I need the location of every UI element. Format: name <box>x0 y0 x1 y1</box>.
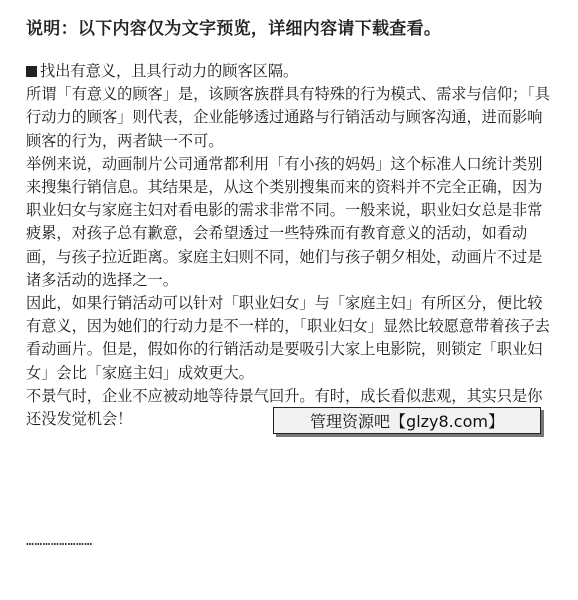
preview-notice: 说明：以下内容仅为文字预览，详细内容请下载查看。 <box>26 19 442 39</box>
paragraph-4: 因此，如果行销活动可以针对「职业妇女」与「家庭主妇」有所区分，便比较有意义，因为她们的行动力是不一样的，「职业妇女」显然比较愿意带着孩子去看动画片。但是，假如你的行销活动是要吸引大家上电影院，则锁定「职业妇女」会比「家庭主妇」成效更大。 <box>26 294 550 382</box>
paragraph-5: 不景气时，企业不应被动地等待景气回升。有时，成长看似悲观，其实只是你还没发觉机会！ <box>26 386 543 429</box>
watermark-badge[interactable] <box>273 407 541 434</box>
square-bullet-icon <box>26 66 37 77</box>
document-body <box>26 60 556 431</box>
ellipsis-divider: …………………… <box>26 534 93 549</box>
paragraph-1 <box>26 60 556 83</box>
paragraph-1-text: 找出有意义，且具行动力的顾客区隔。 <box>40 62 299 80</box>
paragraph-3: 举例来说，动画制片公司通常都利用「有小孩的妈妈」这个标准人口统计类别来搜集行销信息。其结果是，从这个类别搜集而来的资料并不完全正确，因为职业妇女与家庭主妇对看电影的需求非常不同。一般来说，职业妇女总是非常疲累，对孩子总有歉意，会希望透过一些特殊而有教育意义的活动，如看动画，与孩子拉近距离。家庭主妇则不同，她们与孩子朝夕相处，动画片不过是诸多活动的选择之一。 <box>26 154 543 289</box>
watermark-text: 管理资源吧【glzy8.com】 <box>310 412 504 431</box>
paragraph-2: 所谓「有意义的顾客」是，该顾客族群具有特殊的行为模式、需求与信仰；「具行动力的顾客」则代表，企业能够透过通路与行销活动与顾客沟通，进而影响顾客的行为，两者缺一不可。 <box>26 85 550 150</box>
